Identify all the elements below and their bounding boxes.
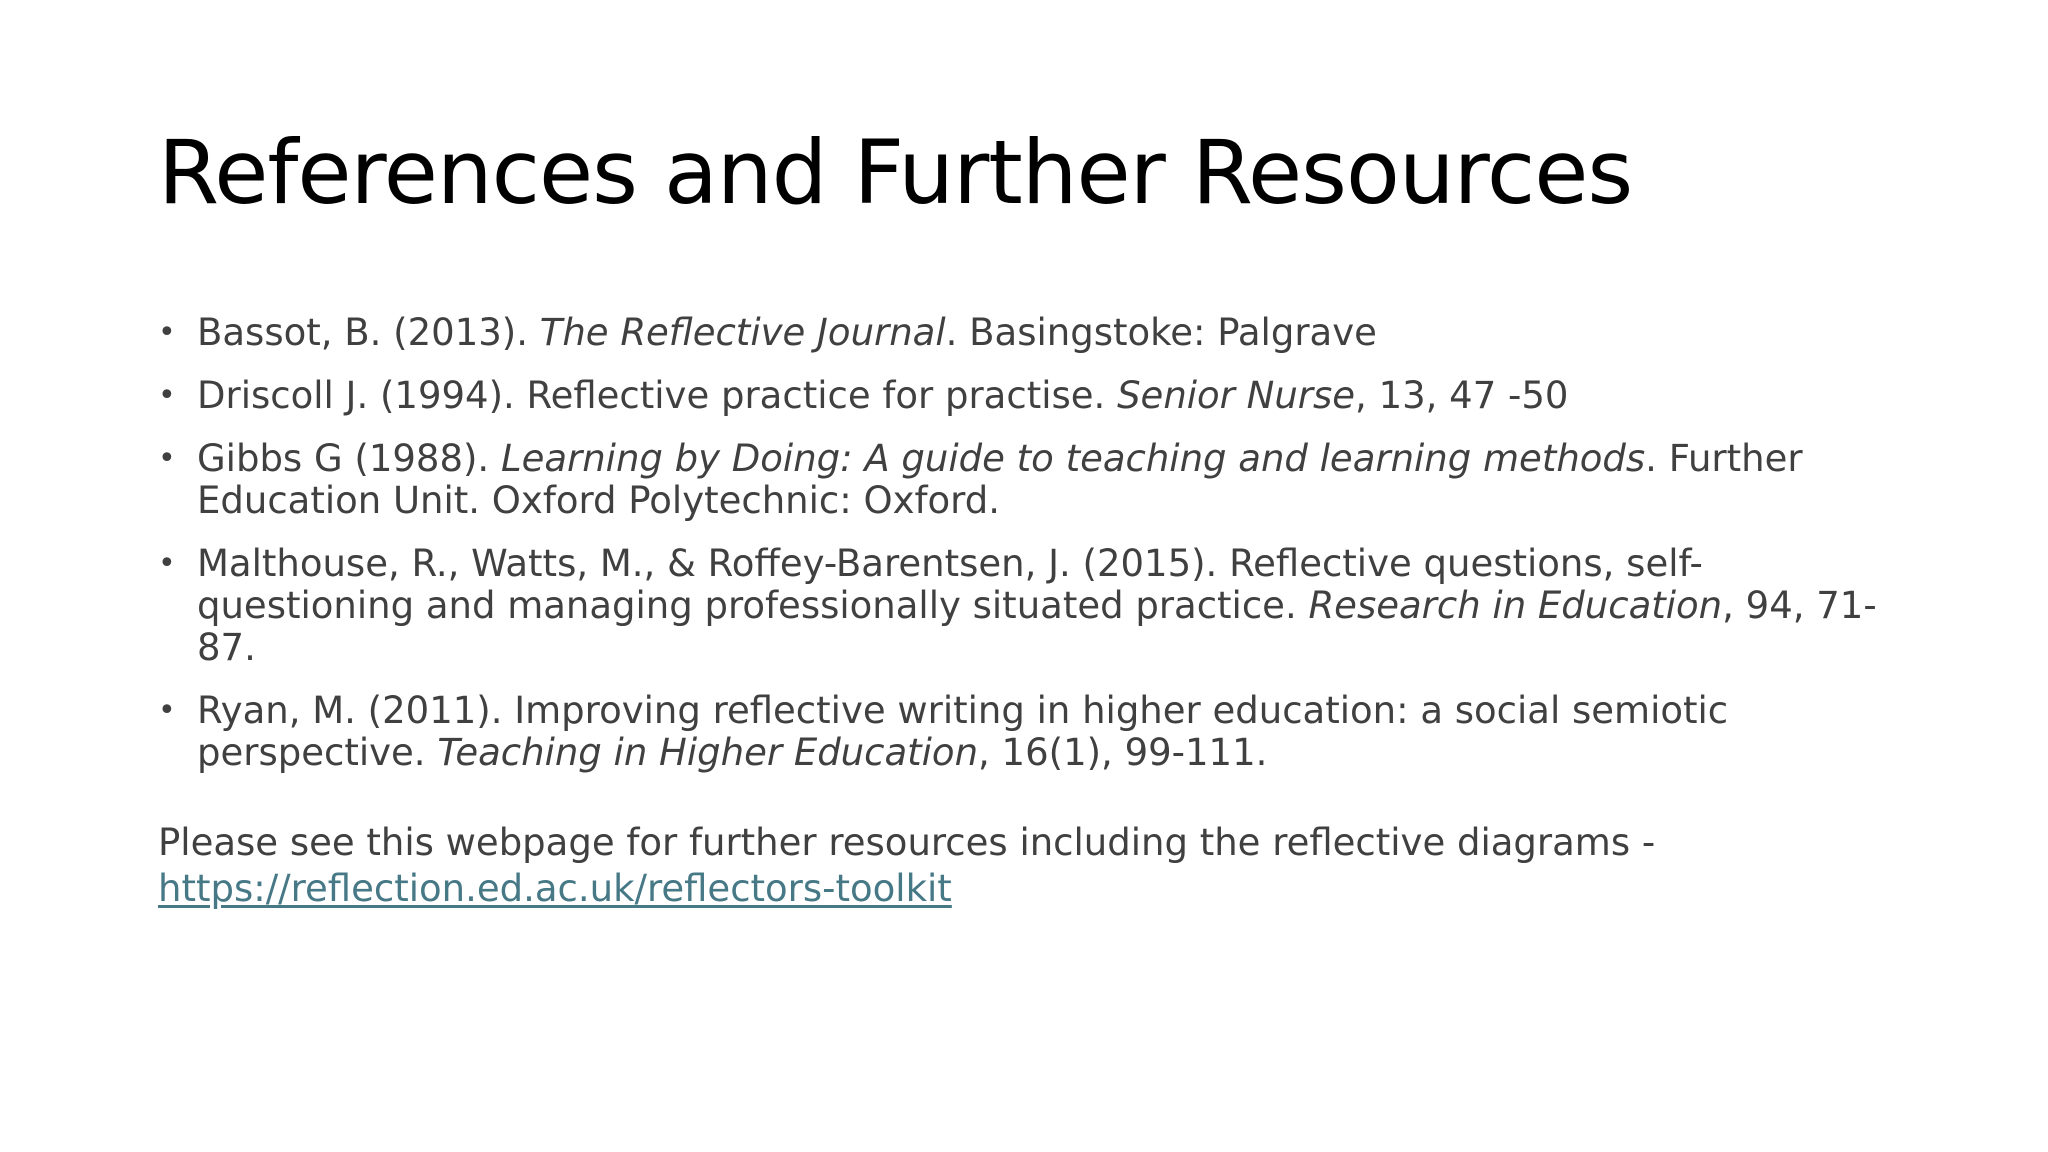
reference-text: , 13, 47 -50 [1355,374,1569,417]
resources-note [158,820,1898,912]
reference-item [158,438,1898,522]
reference-text: . Basingstoke: Palgrave [945,311,1377,354]
bullet-icon: • [158,315,176,350]
reference-text: . Further Education Unit. Oxford Polytechnic: Oxford. [197,437,1803,522]
reference-item [158,375,1898,417]
reference-text: Bassot, B. (2013). [197,311,540,354]
reference-title: Senior Nurse [1117,374,1356,417]
resources-note-text: Please see this webpage for further resources including the reflective diagrams - [158,821,1656,864]
bullet-icon: • [158,378,176,413]
reflectors-toolkit-link[interactable]: https://reflection.ed.ac.uk/reflectors-toolkit [158,867,952,910]
slide-title: References and Further Resources [158,121,1633,224]
reference-title: Learning by Doing: A guide to teaching and learning methods [500,437,1646,480]
reference-title: Research in Education [1308,584,1723,627]
bullet-icon: • [158,441,176,476]
reference-text: , 94, 71-87. [197,584,1877,669]
reference-text: , 16(1), 99-111. [978,731,1268,774]
reference-item [158,543,1898,669]
reference-text: Gibbs G (1988). [197,437,501,480]
reference-text: Malthouse, R., Watts, M., & Roffey-Barentsen, J. (2015). Reflective questions, self-questioning and managing professionally situated practice. [197,542,1703,627]
bullet-icon: • [158,693,176,728]
reference-title: Teaching in Higher Education [437,731,979,774]
reference-title: The Reflective Journal [539,311,946,354]
reference-item [158,312,1898,354]
bullet-icon: • [158,546,176,581]
reference-item [158,690,1898,774]
reference-text: Ryan, M. (2011). Improving reflective writing in higher education: a social semiotic perspective. [197,689,1729,774]
reference-text: Driscoll J. (1994). Reflective practice for practise. [197,374,1118,417]
reference-list [158,312,1898,795]
